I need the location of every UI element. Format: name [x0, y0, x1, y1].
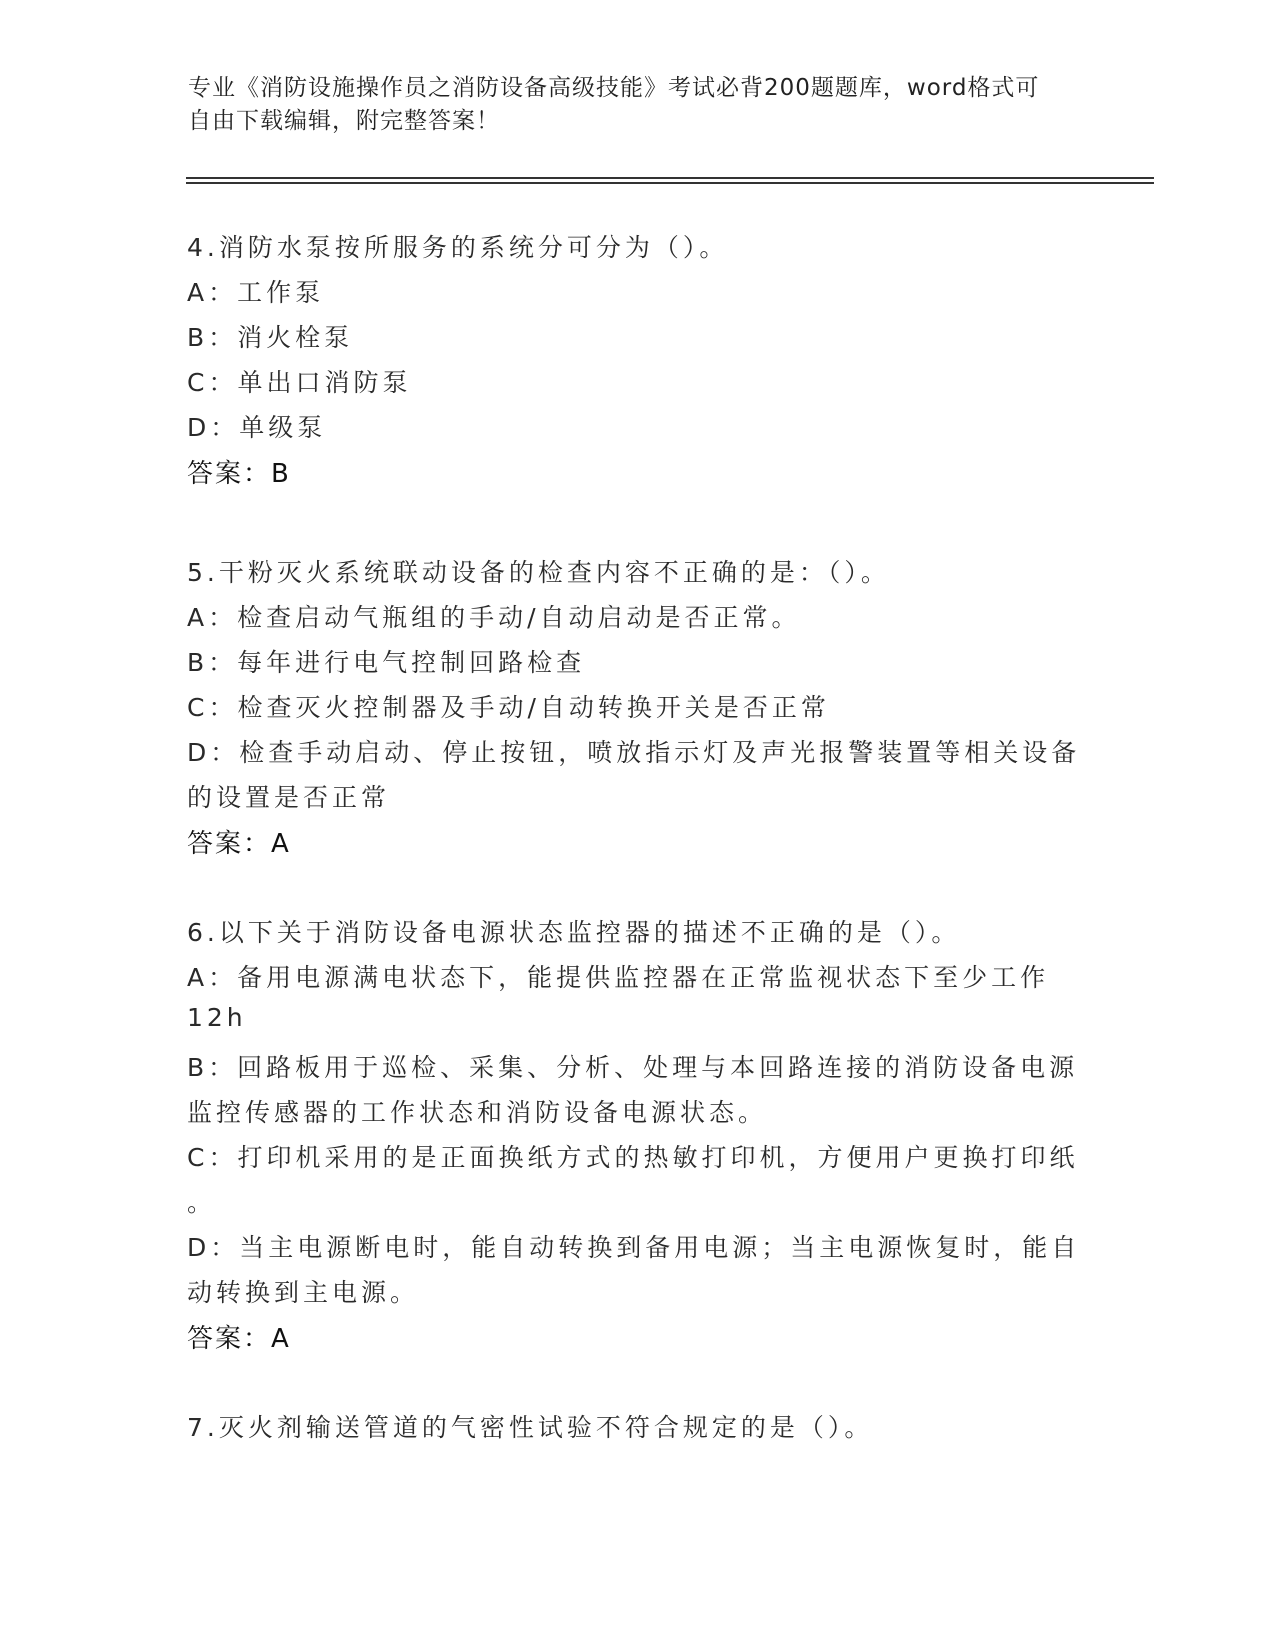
- header-divider: [186, 182, 1154, 184]
- option-a: A：工作泵: [187, 278, 325, 307]
- header-line: 专业《消防设施操作员之消防设备高级技能》考试必背200题题库，word格式可: [188, 75, 1040, 101]
- option-a: A：备用电源满电状态下，能提供监控器在正常监视状态下至少工作: [187, 963, 1050, 992]
- option-c: C：检查灭火控制器及手动/自动转换开关是否正常: [187, 693, 830, 722]
- question-stem: 7.灭火剂输送管道的气密性试验不符合规定的是（）。: [187, 1413, 874, 1442]
- option-b: B：回路板用于巡检、采集、分析、处理与本回路连接的消防设备电源: [187, 1053, 1079, 1082]
- option-d: D：当主电源断电时，能自动转换到备用电源；当主电源恢复时，能自: [187, 1233, 1081, 1262]
- option-c: C：打印机采用的是正面换纸方式的热敏打印机，方便用户更换打印纸: [187, 1143, 1079, 1172]
- document-header: [188, 72, 1068, 138]
- option-c: C：单出口消防泵: [187, 368, 412, 397]
- answer: 答案：B: [187, 459, 291, 489]
- option-a: A：检查启动气瓶组的手动/自动启动是否正常。: [187, 603, 801, 632]
- question-stem: 6.以下关于消防设备电源状态监控器的描述不正确的是（）。: [187, 918, 961, 947]
- question-stem: 4.消防水泵按所服务的系统分可分为（）。: [187, 233, 729, 262]
- option-d: D：检查手动启动、停止按钮，喷放指示灯及声光报警装置等相关设备: [187, 738, 1081, 767]
- header-divider: [186, 177, 1154, 179]
- option-d-continued: 动转换到主电源。: [187, 1278, 420, 1307]
- question-stem: 5.干粉灭火系统联动设备的检查内容不正确的是：（）。: [187, 558, 890, 587]
- option-d-continued: 的设置是否正常: [187, 783, 391, 812]
- option-a-continued: 12h: [187, 1003, 247, 1032]
- option-b-continued: 监控传感器的工作状态和消防设备电源状态。: [187, 1098, 768, 1127]
- option-d: D：单级泵: [187, 413, 327, 442]
- option-b: B：每年进行电气控制回路检查: [187, 648, 586, 677]
- answer: 答案：A: [187, 1324, 291, 1354]
- header-line: 自由下载编辑，附完整答案！: [188, 108, 500, 134]
- option-b: B：消火栓泵: [187, 323, 354, 352]
- answer: 答案：A: [187, 829, 291, 859]
- option-c-continued: 。: [187, 1188, 217, 1217]
